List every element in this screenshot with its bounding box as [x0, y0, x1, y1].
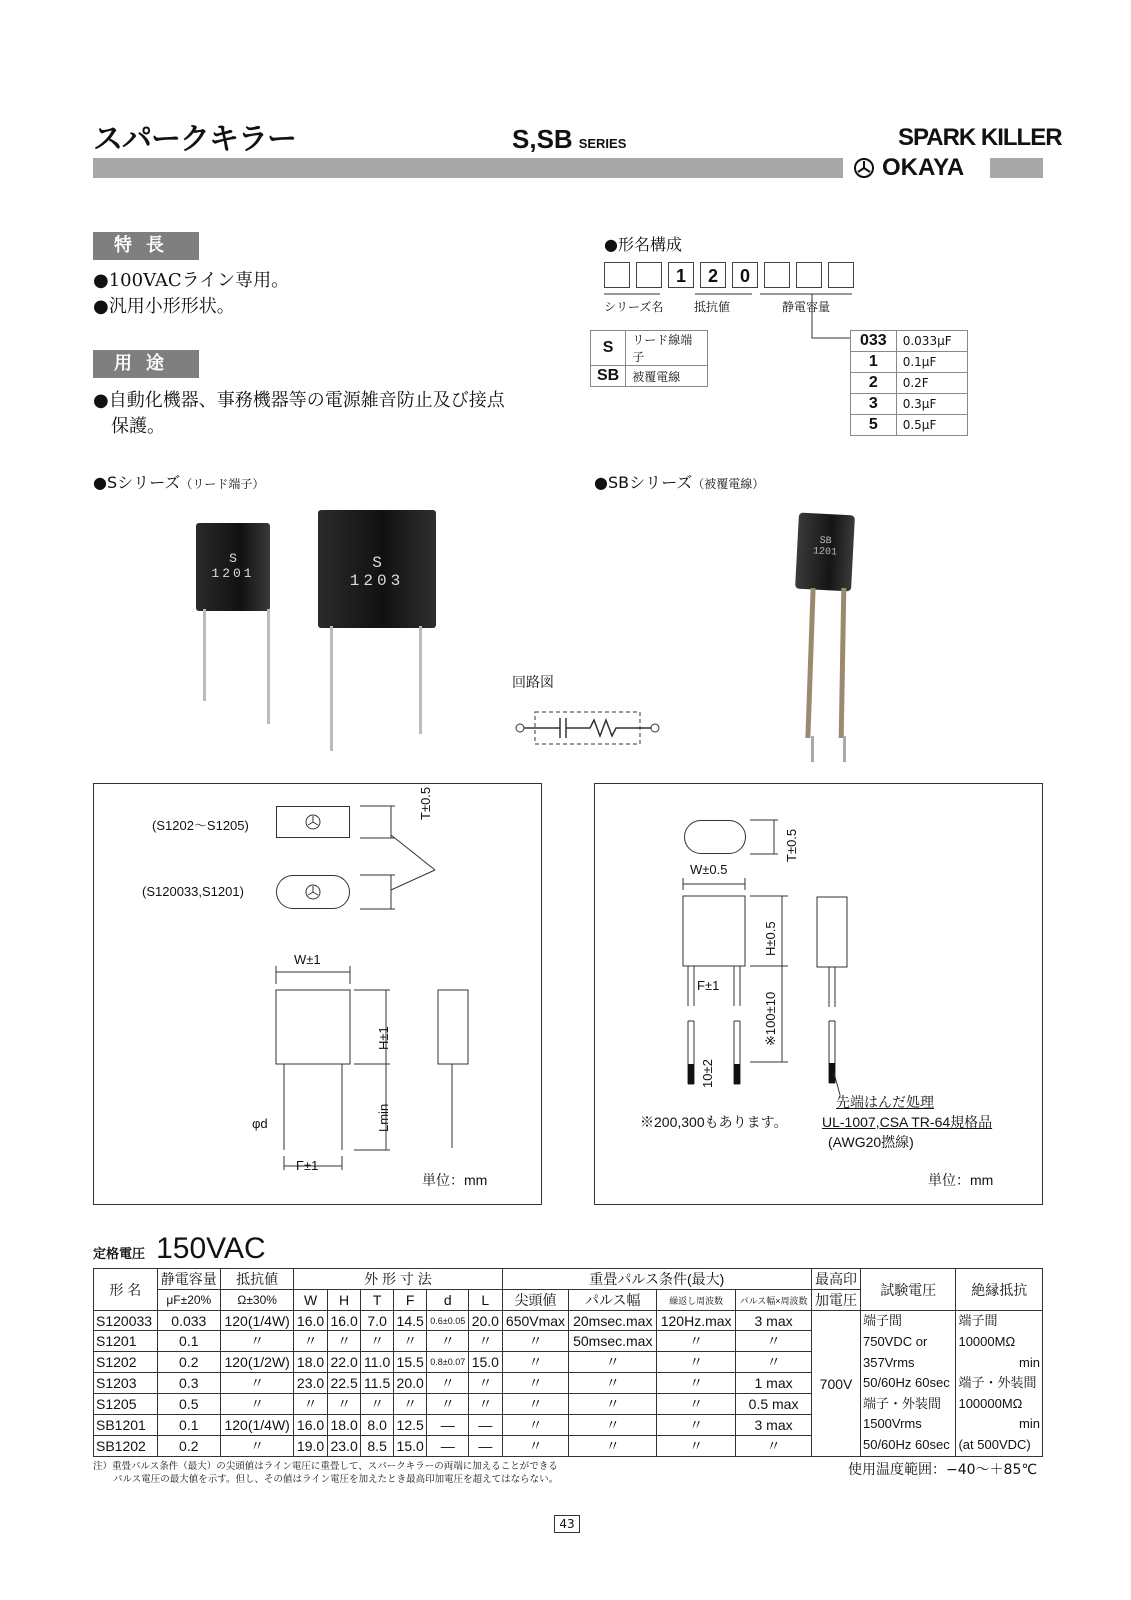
table-cell: 0.3 [157, 1373, 220, 1394]
insulation-line: 10000MΩ [958, 1334, 1016, 1350]
usage-tag: 用途 [93, 350, 199, 378]
table-cell: 〃 [502, 1436, 569, 1457]
table-cell: 8.5 [361, 1436, 393, 1457]
table-cell: 〃 [294, 1331, 328, 1352]
product-name: SPARK KILLER [898, 124, 1062, 151]
test-voltage-line: 750VDC or [862, 1334, 928, 1350]
table-cell: 〃 [736, 1352, 812, 1373]
insulation-line: 端子・外装間 [958, 1375, 1037, 1391]
code-digit: 0 [732, 262, 758, 288]
table-cell: 18.0 [327, 1415, 361, 1436]
col-maxv2: 加電圧 [812, 1290, 861, 1311]
s-series-title: ●Sシリーズ [93, 473, 181, 492]
table-header-row [94, 1269, 1043, 1290]
dim-strip: 10±2 [700, 1059, 715, 1088]
s-front-view-lines [270, 960, 400, 1190]
table-cell: 50msec.max [569, 1331, 657, 1352]
dim-lmin: Lmin [376, 1103, 391, 1132]
col-dims: 外 形 寸 法 [294, 1269, 502, 1290]
table-cell: 0.6±0.05 [427, 1311, 469, 1331]
cap-code: 033 [851, 331, 897, 352]
table-cell: 〃 [736, 1436, 812, 1457]
series-title [512, 124, 626, 155]
series-code: S [591, 331, 626, 366]
table-cell: 0.033 [157, 1311, 220, 1331]
dim-h: H±1 [376, 1026, 391, 1050]
table-cell: 〃 [657, 1373, 736, 1394]
table-cell: 11.5 [361, 1373, 393, 1394]
s-series-caption [93, 470, 264, 493]
insulation-line: min [1019, 1416, 1040, 1432]
page-title: スパークキラー [93, 122, 296, 157]
footnote-line: 注）重畳パルス条件（最大）の尖頭値はライン電圧に重畳して、スパークキラーの両端に加えることができる [93, 1461, 558, 1472]
circuit-label: 回路図 [512, 675, 554, 691]
table-cell: 〃 [427, 1373, 469, 1394]
capacitance-code-table [850, 330, 968, 436]
test-voltage-line: 1500Vrms [862, 1416, 922, 1432]
table-cell: 120(1/4W) [221, 1415, 294, 1436]
drawing-label: (S1202〜S1205) [152, 818, 249, 833]
sb-series-sub: （被覆電線） [692, 477, 765, 491]
table-cell: 〃 [393, 1331, 427, 1352]
part-marking: 1203 [349, 572, 405, 590]
top-view-rect [276, 806, 350, 838]
dim-h: H±0.5 [763, 921, 778, 956]
insulation-cell [956, 1311, 1043, 1457]
table-cell: 20.0 [393, 1373, 427, 1394]
col-h: H [327, 1290, 361, 1311]
test-voltage-line: 50/60Hz 60sec [862, 1375, 950, 1391]
footnote-line: パルス電圧の最大値を示す。但し、その値はライン電圧を加えたとき最高印加電圧を超えてはならない。 [113, 1474, 559, 1485]
table-cell: SB1201 [94, 1415, 158, 1436]
table-cell: 20msec.max [569, 1311, 657, 1331]
table-row [851, 331, 968, 352]
test-voltage-line: 50/60Hz 60sec [862, 1436, 950, 1452]
part-marking: S [229, 551, 237, 566]
table-cell: 〃 [469, 1394, 503, 1415]
code-digit [796, 262, 822, 288]
table-cell: 120Hz.max [657, 1311, 736, 1331]
part-marking: 1201 [812, 546, 838, 559]
coated-wire [839, 588, 847, 738]
test-voltage-line: 端子・外装間 [862, 1395, 941, 1411]
table-cell: 〃 [657, 1352, 736, 1373]
table-cell: — [427, 1436, 469, 1457]
table-cell: 650Vmax [502, 1311, 569, 1331]
awg-note: (AWG20撚線) [828, 1134, 914, 1150]
test-voltage-cell [860, 1311, 955, 1457]
table-cell: 12.5 [393, 1415, 427, 1436]
table-cell: 〃 [427, 1394, 469, 1415]
top-view-oval [276, 875, 350, 909]
s-series-sub: （リード端子） [180, 477, 265, 491]
table-cell: 〃 [221, 1394, 294, 1415]
table-cell: 11.0 [361, 1352, 393, 1373]
cap-desc: 0.5μF [896, 415, 967, 436]
table-cell: 0.5 max [736, 1394, 812, 1415]
features-tag: 特長 [93, 232, 199, 260]
table-cell: 〃 [361, 1331, 393, 1352]
table-cell: 22.0 [327, 1352, 361, 1373]
t-dimension-lines [355, 800, 455, 920]
table-cell: — [469, 1436, 503, 1457]
rating [93, 1232, 266, 1266]
col-pulse: 重畳パルス条件(最大) [502, 1269, 811, 1290]
table-cell: 120(1/2W) [221, 1352, 294, 1373]
col-freq: 繰返し周波数 [657, 1290, 736, 1311]
s-side-view [432, 988, 472, 1158]
okaya-logo-icon [303, 882, 323, 902]
table-cell: 〃 [502, 1331, 569, 1352]
table-cell: 〃 [657, 1331, 736, 1352]
table-cell: SB1202 [94, 1436, 158, 1457]
feature-item: ●汎用小形形状。 [93, 296, 235, 317]
unit-label: 単位：mm [422, 1172, 488, 1188]
table-cell: 19.0 [294, 1436, 328, 1457]
table-cell: 〃 [736, 1331, 812, 1352]
col-cap-unit: μF±20% [157, 1290, 220, 1311]
table-cell: — [427, 1415, 469, 1436]
table-cell: 〃 [657, 1415, 736, 1436]
table-cell: 〃 [327, 1331, 361, 1352]
series-code: SB [591, 366, 626, 387]
okaya-logo-icon [303, 812, 323, 832]
footnote [93, 1460, 558, 1486]
table-cell: 18.0 [294, 1352, 328, 1373]
sb-top-view [684, 820, 746, 854]
table-row [851, 352, 968, 373]
table-cell: S1205 [94, 1394, 158, 1415]
lead-wire [203, 609, 206, 701]
features-list [93, 268, 289, 320]
col-testv: 試験電圧 [860, 1269, 955, 1311]
table-cell: 〃 [221, 1436, 294, 1457]
cap-desc: 0.3μF [896, 394, 967, 415]
table-cell: 0.5 [157, 1394, 220, 1415]
part-marking: SB [819, 535, 832, 548]
table-cell: 0.1 [157, 1331, 220, 1352]
dim-phid: φd [252, 1116, 268, 1131]
lead-wire [419, 626, 422, 734]
cap-desc: 0.2F [896, 373, 967, 394]
dim-w: W±0.5 [690, 862, 728, 877]
cap-code: 3 [851, 394, 897, 415]
table-row [851, 415, 968, 436]
table-cell: 〃 [502, 1415, 569, 1436]
table-cell: 0.2 [157, 1352, 220, 1373]
header-bar-left [93, 158, 843, 178]
photo-sb1201 [795, 513, 855, 592]
table-cell: 〃 [469, 1331, 503, 1352]
sb-series-caption [594, 470, 764, 493]
table-cell: 8.0 [361, 1415, 393, 1436]
table-cell: 120(1/4W) [221, 1311, 294, 1331]
code-digit [828, 262, 854, 288]
coated-wire [805, 588, 815, 738]
photo-s1203 [318, 510, 436, 628]
brand-name: OKAYA [882, 154, 965, 181]
table-cell: 15.5 [393, 1352, 427, 1373]
code-digit [764, 262, 790, 288]
table-cell: 〃 [393, 1394, 427, 1415]
table-cell: 〃 [361, 1394, 393, 1415]
col-insul: 絶縁抵抗 [956, 1269, 1043, 1311]
table-cell: 16.0 [294, 1415, 328, 1436]
table-cell: 〃 [221, 1373, 294, 1394]
table-cell: 〃 [569, 1373, 657, 1394]
code-digit: 2 [700, 262, 726, 288]
col-res-unit: Ω±30% [221, 1290, 294, 1311]
lead-wire [267, 609, 270, 724]
table-cell: S1201 [94, 1331, 158, 1352]
col-maxv: 最高印 [812, 1269, 861, 1290]
cap-desc: 0.033μF [896, 331, 967, 352]
col-width: パルス幅 [569, 1290, 657, 1311]
table-row [591, 331, 708, 366]
page-number: 43 [554, 1515, 580, 1533]
circuit-diagram [510, 704, 665, 752]
table-row [591, 366, 708, 387]
table-cell: 〃 [502, 1373, 569, 1394]
dim-f: F±1 [697, 978, 720, 993]
part-marking: S [372, 554, 382, 572]
model-code-heading: ●形名構成 [604, 235, 682, 254]
dim-t: T±0.5 [784, 828, 799, 862]
test-voltage-line: 357Vrms [862, 1354, 915, 1370]
col-f: F [393, 1290, 427, 1311]
table-row [94, 1311, 1043, 1331]
col-l: L [469, 1290, 503, 1311]
photo-s1201 [196, 523, 270, 611]
table-cell: 〃 [221, 1331, 294, 1352]
usage-item: ●自動化機器、事務機器等の電源雑音防止及び接点 [93, 390, 505, 411]
max-voltage-cell: 700V [812, 1311, 861, 1457]
col-ratio: パルス幅×周波数 [736, 1290, 812, 1311]
col-model: 形 名 [94, 1269, 158, 1311]
stripped-tip [811, 736, 814, 762]
table-cell: 0.8±0.07 [427, 1352, 469, 1373]
sb-series-title: ●SBシリーズ [594, 473, 693, 492]
header-bar-right [990, 158, 1043, 178]
okaya-logo-icon [852, 156, 880, 180]
table-cell: S1202 [94, 1352, 158, 1373]
sb-side-view [812, 895, 872, 1095]
code-digit [604, 262, 630, 288]
unit-label: 単位：mm [928, 1172, 994, 1188]
usage-item: 保護。 [111, 416, 165, 437]
table-cell: 〃 [294, 1394, 328, 1415]
col-d: d [427, 1290, 469, 1311]
table-cell: 16.0 [327, 1311, 361, 1331]
cap-code: 5 [851, 415, 897, 436]
table-row [851, 394, 968, 415]
drawing-label: (S120033,S1201) [142, 884, 244, 899]
table-cell: S1203 [94, 1373, 158, 1394]
wire-spec: UL-1007,CSA TR-64規格品 [822, 1114, 993, 1130]
col-res: 抵抗値 [221, 1269, 294, 1290]
insulation-line: 端子間 [958, 1313, 998, 1329]
table-cell: 3 max [736, 1311, 812, 1331]
code-label-series: シリーズ名 [604, 300, 664, 314]
table-cell: 〃 [427, 1331, 469, 1352]
table-cell: 14.5 [393, 1311, 427, 1331]
spec-table [93, 1268, 1043, 1457]
dim-length: ※100±10 [763, 991, 778, 1046]
col-t: T [361, 1290, 393, 1311]
table-cell: — [469, 1415, 503, 1436]
table-cell: 20.0 [469, 1311, 503, 1331]
col-peak: 尖頭値 [502, 1290, 569, 1311]
model-code-digits [604, 262, 864, 290]
table-cell: S120033 [94, 1311, 158, 1331]
solder-note: 先端はんだ処理 [836, 1094, 934, 1110]
feature-item: ●100VACライン専用。 [93, 270, 290, 291]
stripped-tip [843, 736, 846, 762]
table-cell: 〃 [469, 1373, 503, 1394]
table-cell: 7.0 [361, 1311, 393, 1331]
dim-f: F±1 [296, 1158, 319, 1173]
col-w: W [294, 1290, 328, 1311]
series-code-table [590, 330, 708, 387]
code-digit: 1 [668, 262, 694, 288]
table-cell: 〃 [569, 1394, 657, 1415]
table-cell: 22.5 [327, 1373, 361, 1394]
table-cell: 1 max [736, 1373, 812, 1394]
lead-wire [330, 626, 333, 751]
table-cell: 〃 [569, 1436, 657, 1457]
series-desc: リード線端子 [626, 331, 708, 366]
usage-list [93, 388, 505, 440]
sb-t-lines [748, 812, 788, 862]
table-cell: 0.2 [157, 1436, 220, 1457]
table-cell: 15.0 [469, 1352, 503, 1373]
cap-desc: 0.1μF [896, 352, 967, 373]
table-cell: 15.0 [393, 1436, 427, 1457]
dim-w: W±1 [294, 952, 321, 967]
cap-code: 1 [851, 352, 897, 373]
table-cell: 〃 [502, 1394, 569, 1415]
insulation-line: 100000MΩ [958, 1395, 1023, 1411]
table-cell: 16.0 [294, 1311, 328, 1331]
insulation-line: min [1019, 1354, 1040, 1370]
rating-label: 定格電圧 [93, 1247, 146, 1262]
table-cell: 〃 [502, 1352, 569, 1373]
cap-code: 2 [851, 373, 897, 394]
insulation-line: (at 500VDC) [958, 1436, 1031, 1452]
dim-t: T±0.5 [418, 786, 433, 820]
table-cell: 〃 [569, 1415, 657, 1436]
table-cell: 〃 [657, 1394, 736, 1415]
part-marking: 1201 [211, 566, 255, 581]
code-label-resistance: 抵抗値 [694, 300, 731, 314]
col-cap: 静電容量 [157, 1269, 220, 1290]
code-label-capacitance: 静電容量 [782, 300, 831, 314]
temp-range: 使用温度範囲：−40〜＋85℃ [848, 1462, 1038, 1478]
code-digit [636, 262, 662, 288]
table-cell: 〃 [657, 1436, 736, 1457]
test-voltage-line: 端子間 [862, 1313, 902, 1329]
series-suffix: SERIES [578, 136, 627, 151]
table-cell: 〃 [327, 1394, 361, 1415]
table-cell: 23.0 [327, 1436, 361, 1457]
drawing-note: ※200,300もあります。 [640, 1114, 788, 1130]
table-cell: 0.1 [157, 1415, 220, 1436]
table-cell: 23.0 [294, 1373, 328, 1394]
table-cell: 〃 [569, 1352, 657, 1373]
table-cell: 3 max [736, 1415, 812, 1436]
table-row [851, 373, 968, 394]
series-name: S,SB [512, 124, 573, 154]
series-desc: 被覆電線 [626, 366, 708, 387]
rating-value: 150VAC [156, 1232, 266, 1265]
